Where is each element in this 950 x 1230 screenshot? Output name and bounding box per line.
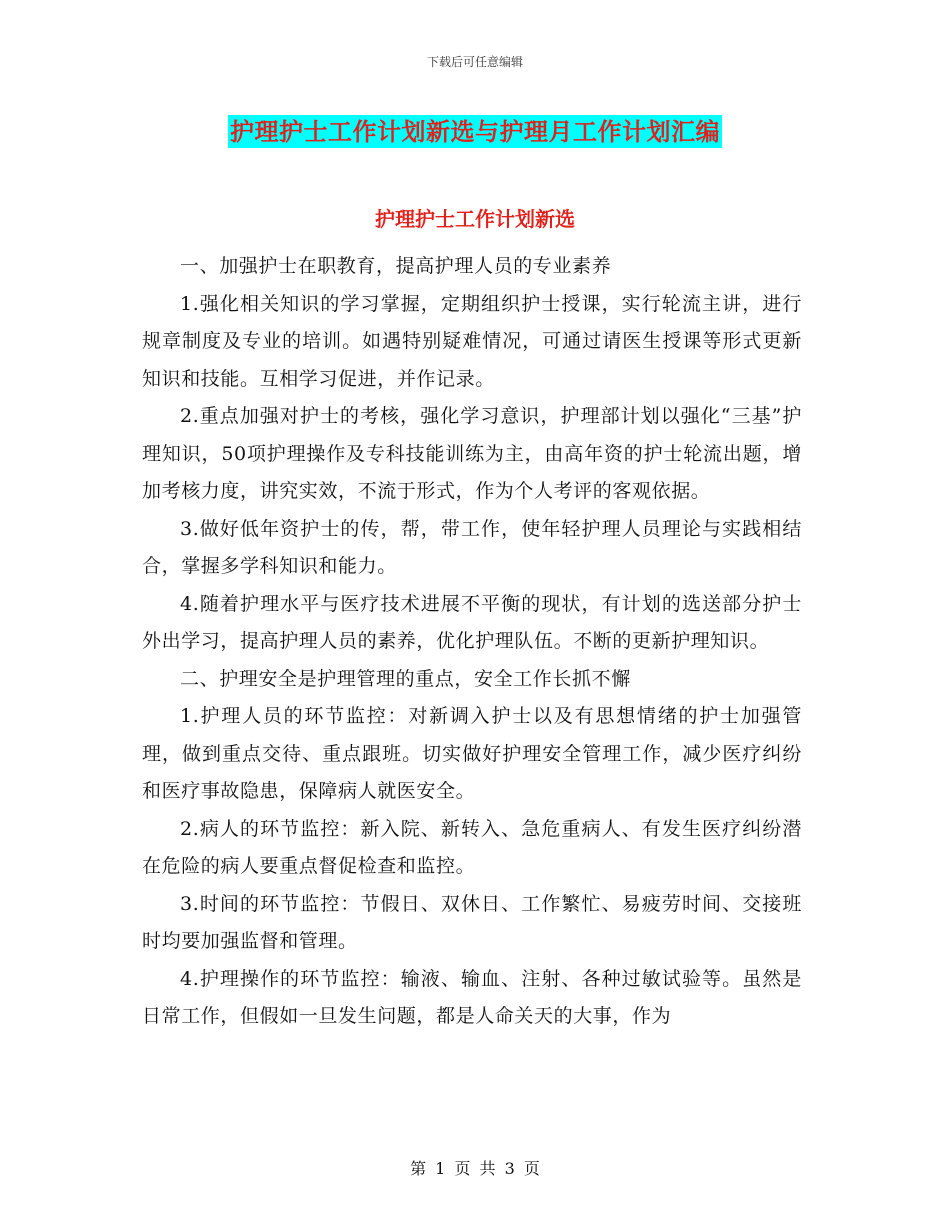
- document-title: [0, 112, 950, 147]
- document-body: [142, 248, 802, 1036]
- paragraph: 3.做好低年资护士的传，帮，带工作，使年轻护理人员理论与实践相结合，掌握多学科知识和能力。: [142, 517, 802, 577]
- section-heading-2: 二、护理安全是护理管理的重点，安全工作长抓不懈: [180, 667, 631, 690]
- paragraph: 1.护理人员的环节监控：对新调入护士以及有思想情绪的护士加强管理，做到重点交待、重点跟班。切实做好护理安全管理工作，减少医疗纠纷和医疗事故隐患，保障病人就医安全。: [142, 705, 802, 802]
- paragraph: 1.强化相关知识的学习掌握，定期组织护士授课，实行轮流主讲，进行规章制度及专业的培训。如遇特别疑难情况，可通过请医生授课等形式更新知识和技能。互相学习促进，并作记录。: [142, 292, 802, 390]
- paragraph: 3.时间的环节监控：节假日、双休日、工作繁忙、易疲劳时间、交接班时均要加强监督和管理。: [142, 892, 802, 952]
- paragraph: 2.病人的环节监控：新入院、新转入、急危重病人、有发生医疗纠纷潜在危险的病人要重点督促检查和监控。: [142, 817, 802, 877]
- paragraph: 2.重点加强对护士的考核，强化学习意识，护理部计划以强化“三基”护理知识，50项护理操作及专科技能训练为主，由高年资的护士轮流出题，增加考核力度，讲究实效，不流于形式，作为个人考评的客观依据。: [142, 405, 802, 502]
- page-header-note: 下载后可任意编辑: [426, 55, 523, 69]
- document-title-text: 护理护士工作计划新选与护理月工作计划汇编: [230, 117, 720, 146]
- section-heading-1: 一、加强护士在职教育，提高护理人员的专业素养: [180, 255, 612, 277]
- paragraph: 4.护理操作的环节监控：输液、输血、注射、各种过敏试验等。虽然是日常工作，但假如一旦发生问题，都是人命关天的大事，作为: [142, 967, 802, 1027]
- document-subtitle: 护理护士工作计划新选: [375, 207, 575, 231]
- page-number: 第 1 页 共 3 页: [410, 1159, 540, 1178]
- paragraph: 4.随着护理水平与医疗技术进展不平衡的现状，有计划的选送部分护士外出学习，提高护理人员的素养，优化护理队伍。不断的更新护理知识。: [142, 592, 802, 652]
